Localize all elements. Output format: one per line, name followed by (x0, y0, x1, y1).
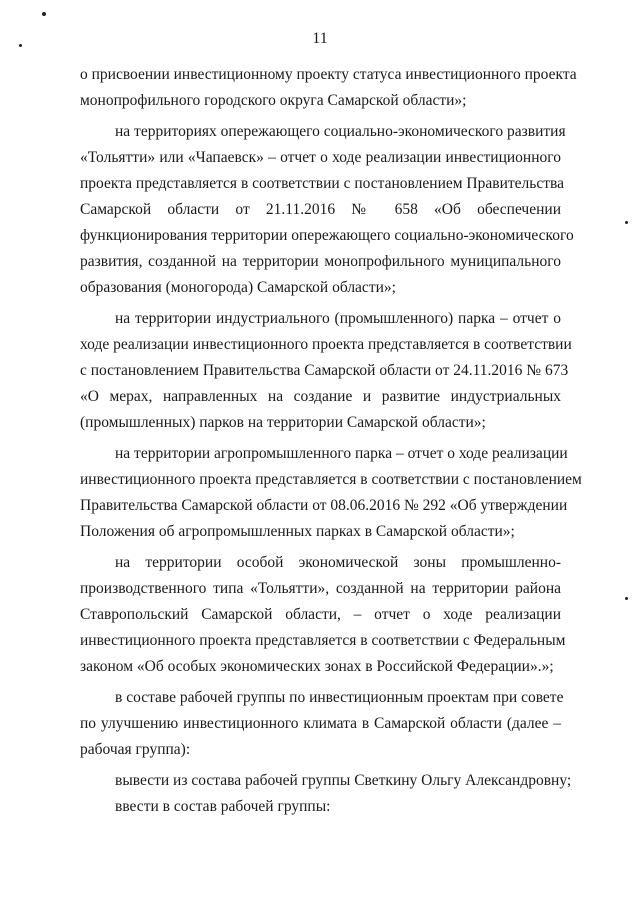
text-line: Самарской области от 21.11.2016 № 658 «Об обеспечении (80, 201, 561, 218)
text-line: о присвоении инвестиционному проекту статуса инвестиционного проекта (80, 66, 577, 83)
text-line: с постановлением Правительства Самарской области от 24.11.2016 № 673 (80, 362, 569, 379)
body-text (80, 62, 582, 820)
page-number: 11 (312, 30, 328, 47)
text-line: на территории агропромышленного парка – отчет о ходе реализации (115, 445, 568, 462)
text-line: Положения об агропромышленных парках в Самарской области»; (80, 523, 515, 540)
text-line: на территориях опережающего социально-экономического развития (115, 123, 566, 140)
text-line: инвестиционного проекта представляется в соответствии с постановлением (80, 471, 582, 488)
scan-speck (42, 12, 46, 16)
text-line: образования (моногорода) Самарской области»; (80, 279, 396, 296)
text-line: на территории индустриального (промышленного) парка – отчет о (115, 310, 561, 327)
text-line: рабочая группа): (80, 741, 191, 758)
text-line: проекта представляется в соответствии с постановлением Правительства (80, 175, 564, 192)
text-line: функционирования территории опережающего социально-экономического (80, 227, 574, 244)
text-line: законом «Об особых экономических зонах в Российской Федерации».»; (80, 658, 554, 675)
scan-speck (625, 221, 628, 224)
scan-speck (625, 597, 628, 600)
text-line: «О мерах, направленных на создание и развитие индустриальных (80, 388, 561, 405)
text-line: по улучшению инвестиционного климата в Самарской области (далее – (80, 715, 561, 732)
text-line: на территории особой экономической зоны промышленно- (115, 554, 561, 571)
text-line: Ставропольский Самарской области, – отчет о ходе реализации (80, 606, 561, 623)
text-line: развития, созданной на территории монопрофильного муниципального (80, 253, 561, 270)
text-line: инвестиционного проекта представляется в соответствии с Федеральным (80, 632, 566, 649)
text-line: в составе рабочей группы по инвестиционным проектам при совете (115, 689, 564, 706)
text-line: вывести из состава рабочей группы Светкину Ольгу Александровну; (115, 772, 572, 789)
text-line: производственного типа «Тольятти», созданной на территории района (80, 580, 561, 597)
text-line: ходе реализации инвестиционного проекта представляется в соответствии (80, 336, 572, 353)
text-line: (промышленных) парков на территории Самарской области»; (80, 414, 486, 431)
text-line: монопрофильного городского округа Самарской области»; (80, 92, 467, 109)
text-line: ввести в состав рабочей группы: (115, 798, 331, 815)
text-line: «Тольятти» или «Чапаевск» – отчет о ходе реализации инвестиционного (80, 149, 561, 166)
text-line: Правительства Самарской области от 08.06.2016 № 292 «Об утверждении (80, 497, 568, 514)
